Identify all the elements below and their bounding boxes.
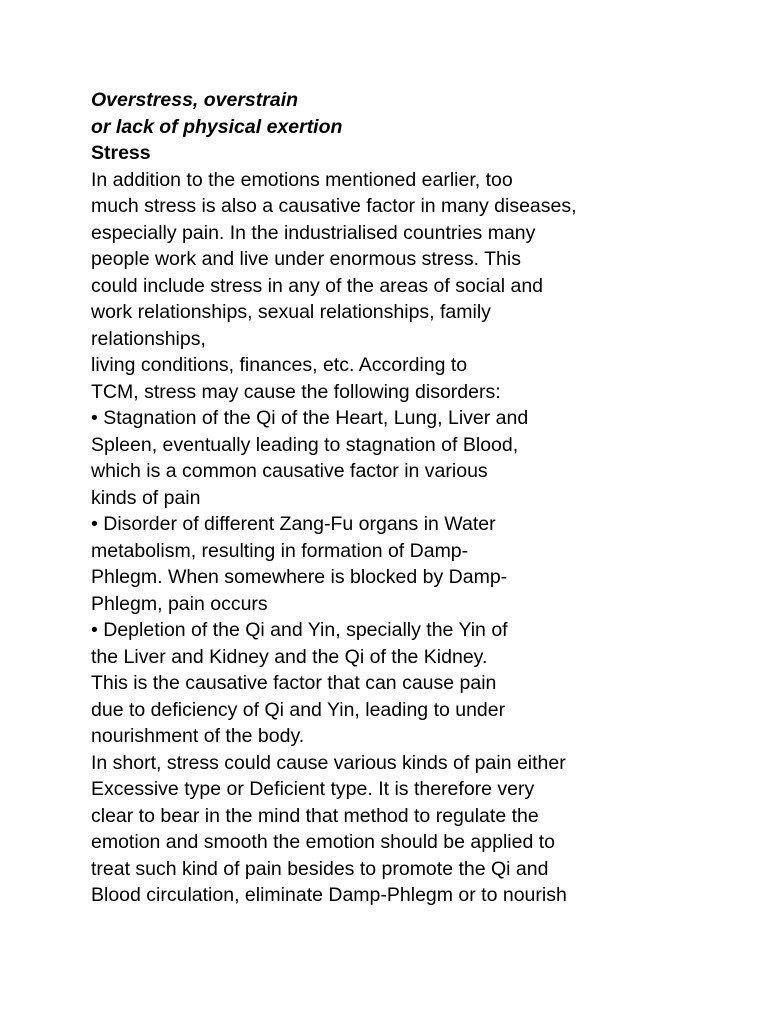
body-line: clear to bear in the mind that method to regulate the <box>91 804 539 827</box>
section-heading-line-1: Overstress, overstrain <box>91 89 299 111</box>
body-line: nourishment of the body. <box>91 725 305 747</box>
body-line: TCM, stress may cause the following disorders: <box>91 380 501 403</box>
body-line: people work and live under enormous stress. This <box>91 248 521 270</box>
body-line: treat such kind of pain besides to promote the Qi and <box>91 857 549 880</box>
body-line: much stress is also a causative factor in many diseases, <box>91 195 577 217</box>
body-line: Spleen, eventually leading to stagnation of Blood, <box>91 433 519 456</box>
body-line: emotion and smooth the emotion should be applied to <box>91 831 555 853</box>
body-line: In addition to the emotions mentioned earlier, too <box>91 168 513 191</box>
body-line: which is a common causative factor in various <box>91 460 488 482</box>
body-line: Blood circulation, eliminate Damp-Phlegm or to nourish <box>91 884 567 906</box>
body-line: living conditions, finances, etc. According to <box>91 354 468 376</box>
section-heading-line-2: or lack of physical exertion <box>91 115 343 138</box>
subheading: Stress <box>91 142 151 164</box>
body-line: especially pain. In the industrialised countries many <box>91 221 536 244</box>
body-line: due to deficiency of Qi and Yin, leading to under <box>91 698 506 721</box>
body-line: Phlegm. When somewhere is blocked by Damp- <box>91 566 508 588</box>
body-line: could include stress in any of the areas of social and <box>91 274 544 297</box>
body-line: metabolism, resulting in formation of Damp- <box>91 539 469 562</box>
body-line: relationships, <box>91 327 206 350</box>
body-line: In short, stress could cause various kinds of pain either <box>91 751 566 774</box>
body-line: kinds of pain <box>91 486 201 509</box>
body-line: Phlegm, pain occurs <box>91 592 268 615</box>
body-line: the Liver and Kidney and the Qi of the Kidney. <box>91 645 488 668</box>
bullet-line: • Disorder of different Zang-Fu organs in Water <box>91 513 496 535</box>
bullet-line: • Stagnation of the Qi of the Heart, Lung, Liver and <box>91 407 529 429</box>
document-page <box>91 87 751 909</box>
body-line: Excessive type or Deficient type. It is therefore very <box>91 778 535 800</box>
body-line: work relationships, sexual relationships, family <box>91 301 491 323</box>
body-line: This is the causative factor that can cause pain <box>91 672 497 694</box>
bullet-line: • Depletion of the Qi and Yin, specially the Yin of <box>91 619 508 641</box>
